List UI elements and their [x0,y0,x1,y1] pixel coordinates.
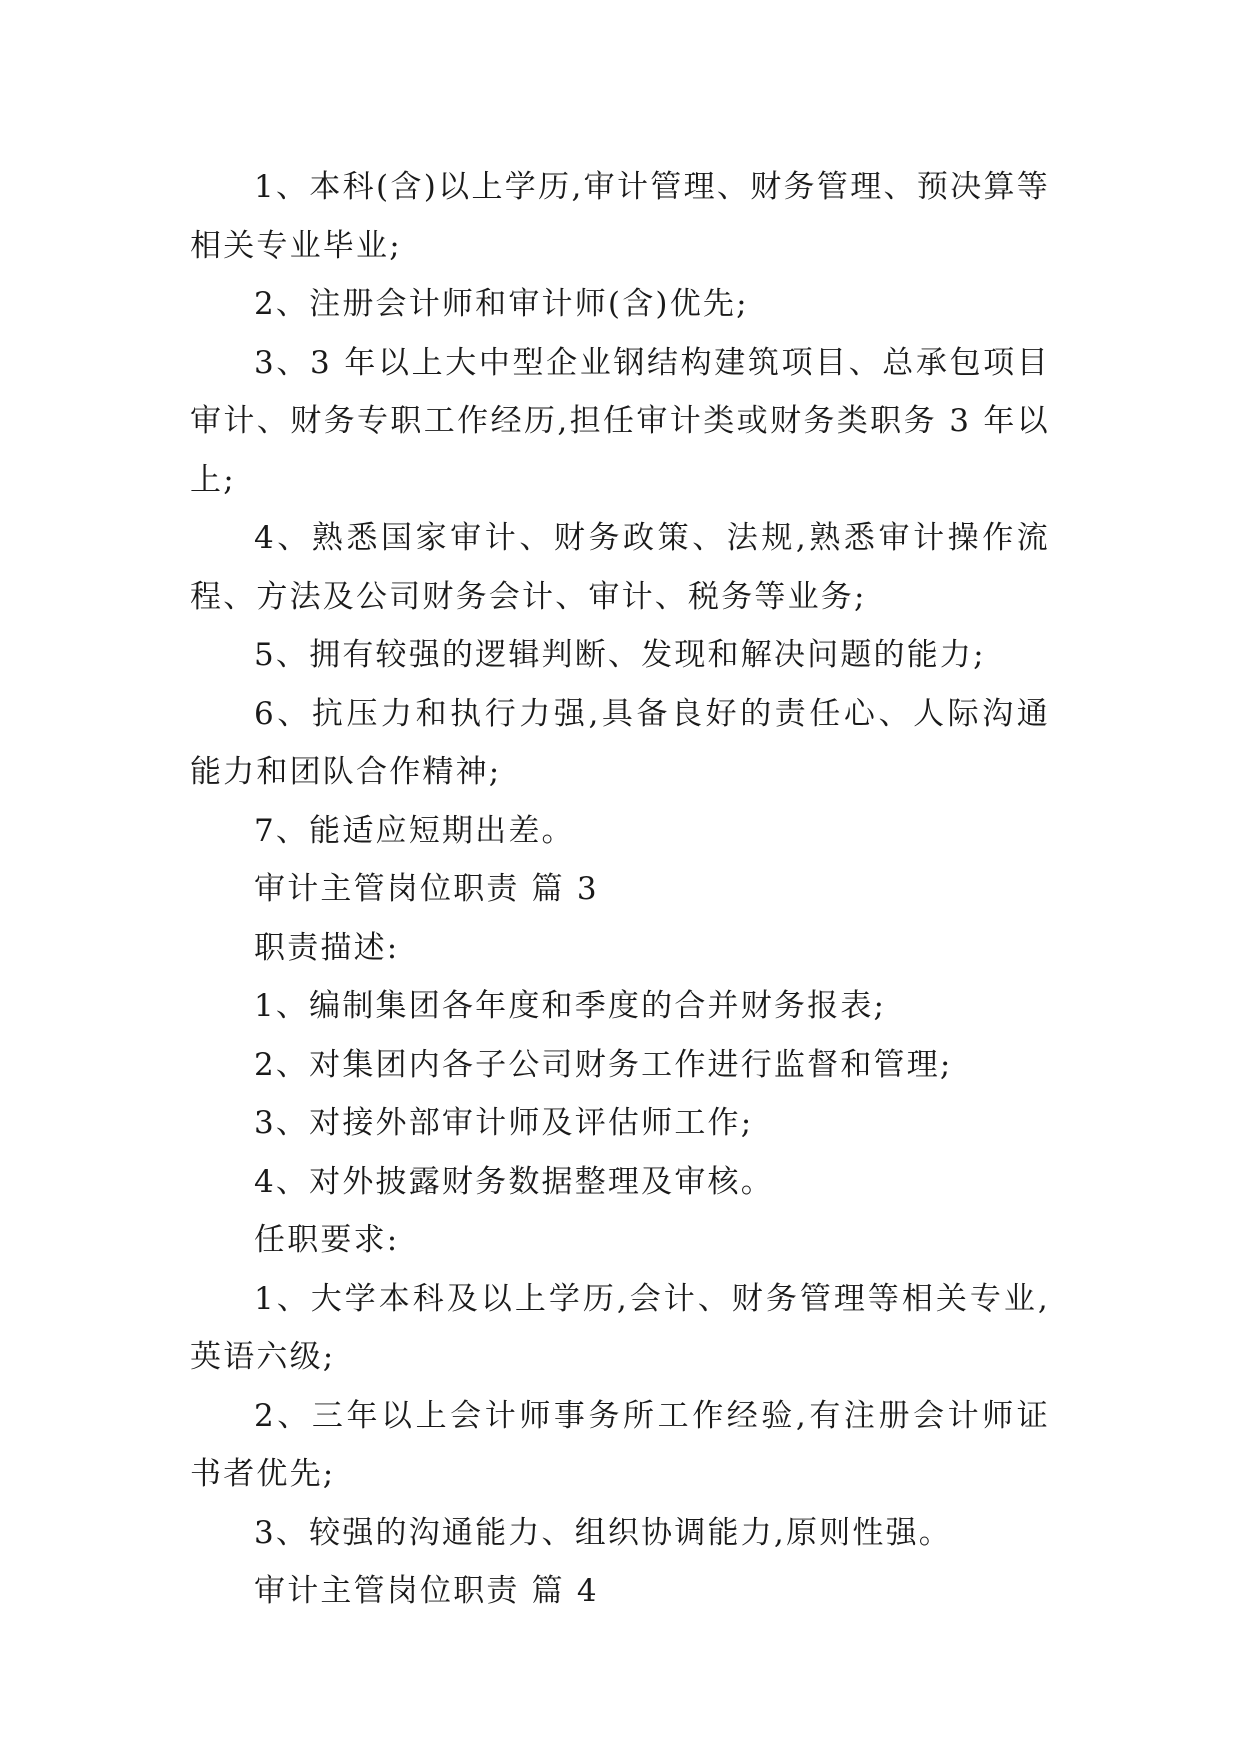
duty-1: 1、编制集团各年度和季度的合并财务报表; [254,988,887,1024]
requirements-heading: 任职要求: [254,1222,400,1258]
document-body [190,158,1050,1621]
requirement-2: 2、注册会计师和审计师(含)优先; [254,286,749,322]
requirement-6: 6、抗压力和执行力强,具备良好的责任心、人际沟通能力和团队合作精神; [190,695,1050,790]
duty-3: 3、对接外部审计师及评估师工作; [254,1105,754,1141]
qualification-3: 3、较强的沟通能力、组织协调能力,原则性强。 [254,1514,952,1551]
requirement-4: 4、熟悉国家审计、财务政策、法规,熟悉审计操作流程、方法及公司财务会计、审计、税务等业务; [190,520,1050,615]
qualification-1: 1、大学本科及以上学历,会计、财务管理等相关专业,英语六级; [190,1280,1050,1375]
duties-heading: 职责描述: [254,929,400,966]
duty-2: 2、对集团内各子公司财务工作进行监督和管理; [254,1046,953,1083]
requirement-7: 7、能适应短期出差。 [254,812,575,849]
section-heading-4: 审计主管岗位职责 篇 4 [254,1573,599,1609]
duty-4: 4、对外披露财务数据整理及审核。 [254,1163,774,1200]
requirement-5: 5、拥有较强的逻辑判断、发现和解决问题的能力; [254,637,986,673]
requirement-1: 1、本科(含)以上学历,审计管理、财务管理、预决算等相关专业毕业; [190,169,1050,264]
requirement-3: 3、3 年以上大中型企业钢结构建筑项目、总承包项目审计、财务专职工作经历,担任审计类或财务类职务 3 年以上; [190,344,1050,498]
qualification-2: 2、三年以上会计师事务所工作经验,有注册会计师证书者优先; [190,1397,1050,1492]
section-heading-3: 审计主管岗位职责 篇 3 [254,871,599,907]
